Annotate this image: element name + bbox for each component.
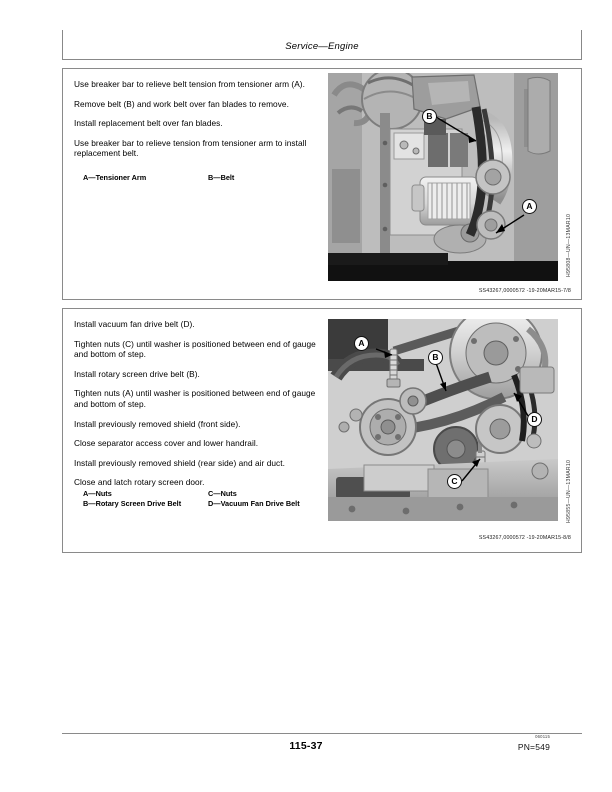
legend-row bbox=[83, 489, 333, 499]
instruction-paragraph: Remove belt (B) and work belt over fan blades to remove. bbox=[74, 98, 289, 109]
legend-item: B—Rotary Screen Drive Belt bbox=[83, 498, 182, 508]
callout-legend-block-1 bbox=[83, 173, 333, 183]
instruction-paragraph: Close separator access cover and lower handrail. bbox=[74, 438, 259, 449]
legend-item: A—Tensioner Arm bbox=[83, 173, 147, 182]
legend-item: B—Belt bbox=[208, 173, 235, 182]
figure-2-caption: SS43267,0000572 -19-20MAR15-8/8 bbox=[478, 535, 571, 541]
instruction-paragraph: Install rotary screen drive belt (B). bbox=[74, 368, 200, 379]
footer-revision-code: 060115 bbox=[535, 734, 550, 739]
instruction-paragraph: Install previously removed shield (rear side) and air duct. bbox=[74, 457, 285, 468]
page-number: 115-37 bbox=[289, 740, 323, 752]
page-header bbox=[62, 30, 582, 60]
callout-legend-block-2 bbox=[83, 489, 333, 508]
legend-item: A—Nuts bbox=[83, 489, 112, 498]
instruction-text-block-1 bbox=[74, 79, 327, 159]
footer-part-number: PN=549 bbox=[517, 742, 550, 752]
callout-bubble-b: B bbox=[428, 350, 443, 365]
figure-2-credit: H95855—UN—13MAR10 bbox=[566, 459, 572, 523]
legend-item: C—Nuts bbox=[208, 489, 237, 498]
callout-bubble-d: D bbox=[527, 412, 542, 427]
footer-divider bbox=[62, 733, 582, 734]
content-block-2 bbox=[62, 308, 582, 553]
legend-item: D—Vacuum Fan Drive Belt bbox=[208, 498, 300, 508]
instruction-text-block-2 bbox=[74, 319, 327, 488]
instruction-paragraph: Use breaker bar to relieve belt tension from tensioner arm (A). bbox=[74, 79, 305, 89]
instruction-paragraph: Use breaker bar to relieve tension from tensioner arm to install replacement belt. bbox=[74, 137, 307, 159]
instruction-paragraph: Tighten nuts (A) until washer is positioned between end of gauge and bottom of step. bbox=[74, 388, 316, 409]
legend-row bbox=[83, 173, 333, 183]
figure-1-credit: H95808—UN—13MAR10 bbox=[566, 213, 572, 277]
instruction-paragraph: Install replacement belt over fan blades. bbox=[74, 118, 223, 129]
figure-engine-belt-tensioner bbox=[328, 73, 558, 281]
figure-1-illustration bbox=[328, 73, 558, 281]
callout-bubble-a: A bbox=[354, 336, 369, 351]
instruction-paragraph: Install previously removed shield (front side). bbox=[74, 418, 241, 429]
instruction-paragraph: Tighten nuts (C) until washer is positioned between end of gauge and bottom of step. bbox=[74, 338, 316, 360]
callout-bubble-b: B bbox=[422, 109, 437, 124]
figure-1-caption: SS43267,0000572 -19-20MAR15-7/8 bbox=[478, 288, 571, 294]
content-block-1 bbox=[62, 68, 582, 300]
instruction-paragraph: Close and latch rotary screen door. bbox=[74, 477, 205, 488]
legend-row bbox=[83, 499, 333, 509]
callout-bubble-c: C bbox=[447, 474, 462, 489]
header-title: Service—Engine bbox=[285, 41, 359, 52]
figure-rotary-screen-drive bbox=[328, 319, 558, 521]
callout-bubble-a: A bbox=[522, 199, 537, 214]
instruction-paragraph: Install vacuum fan drive belt (D). bbox=[74, 319, 195, 329]
